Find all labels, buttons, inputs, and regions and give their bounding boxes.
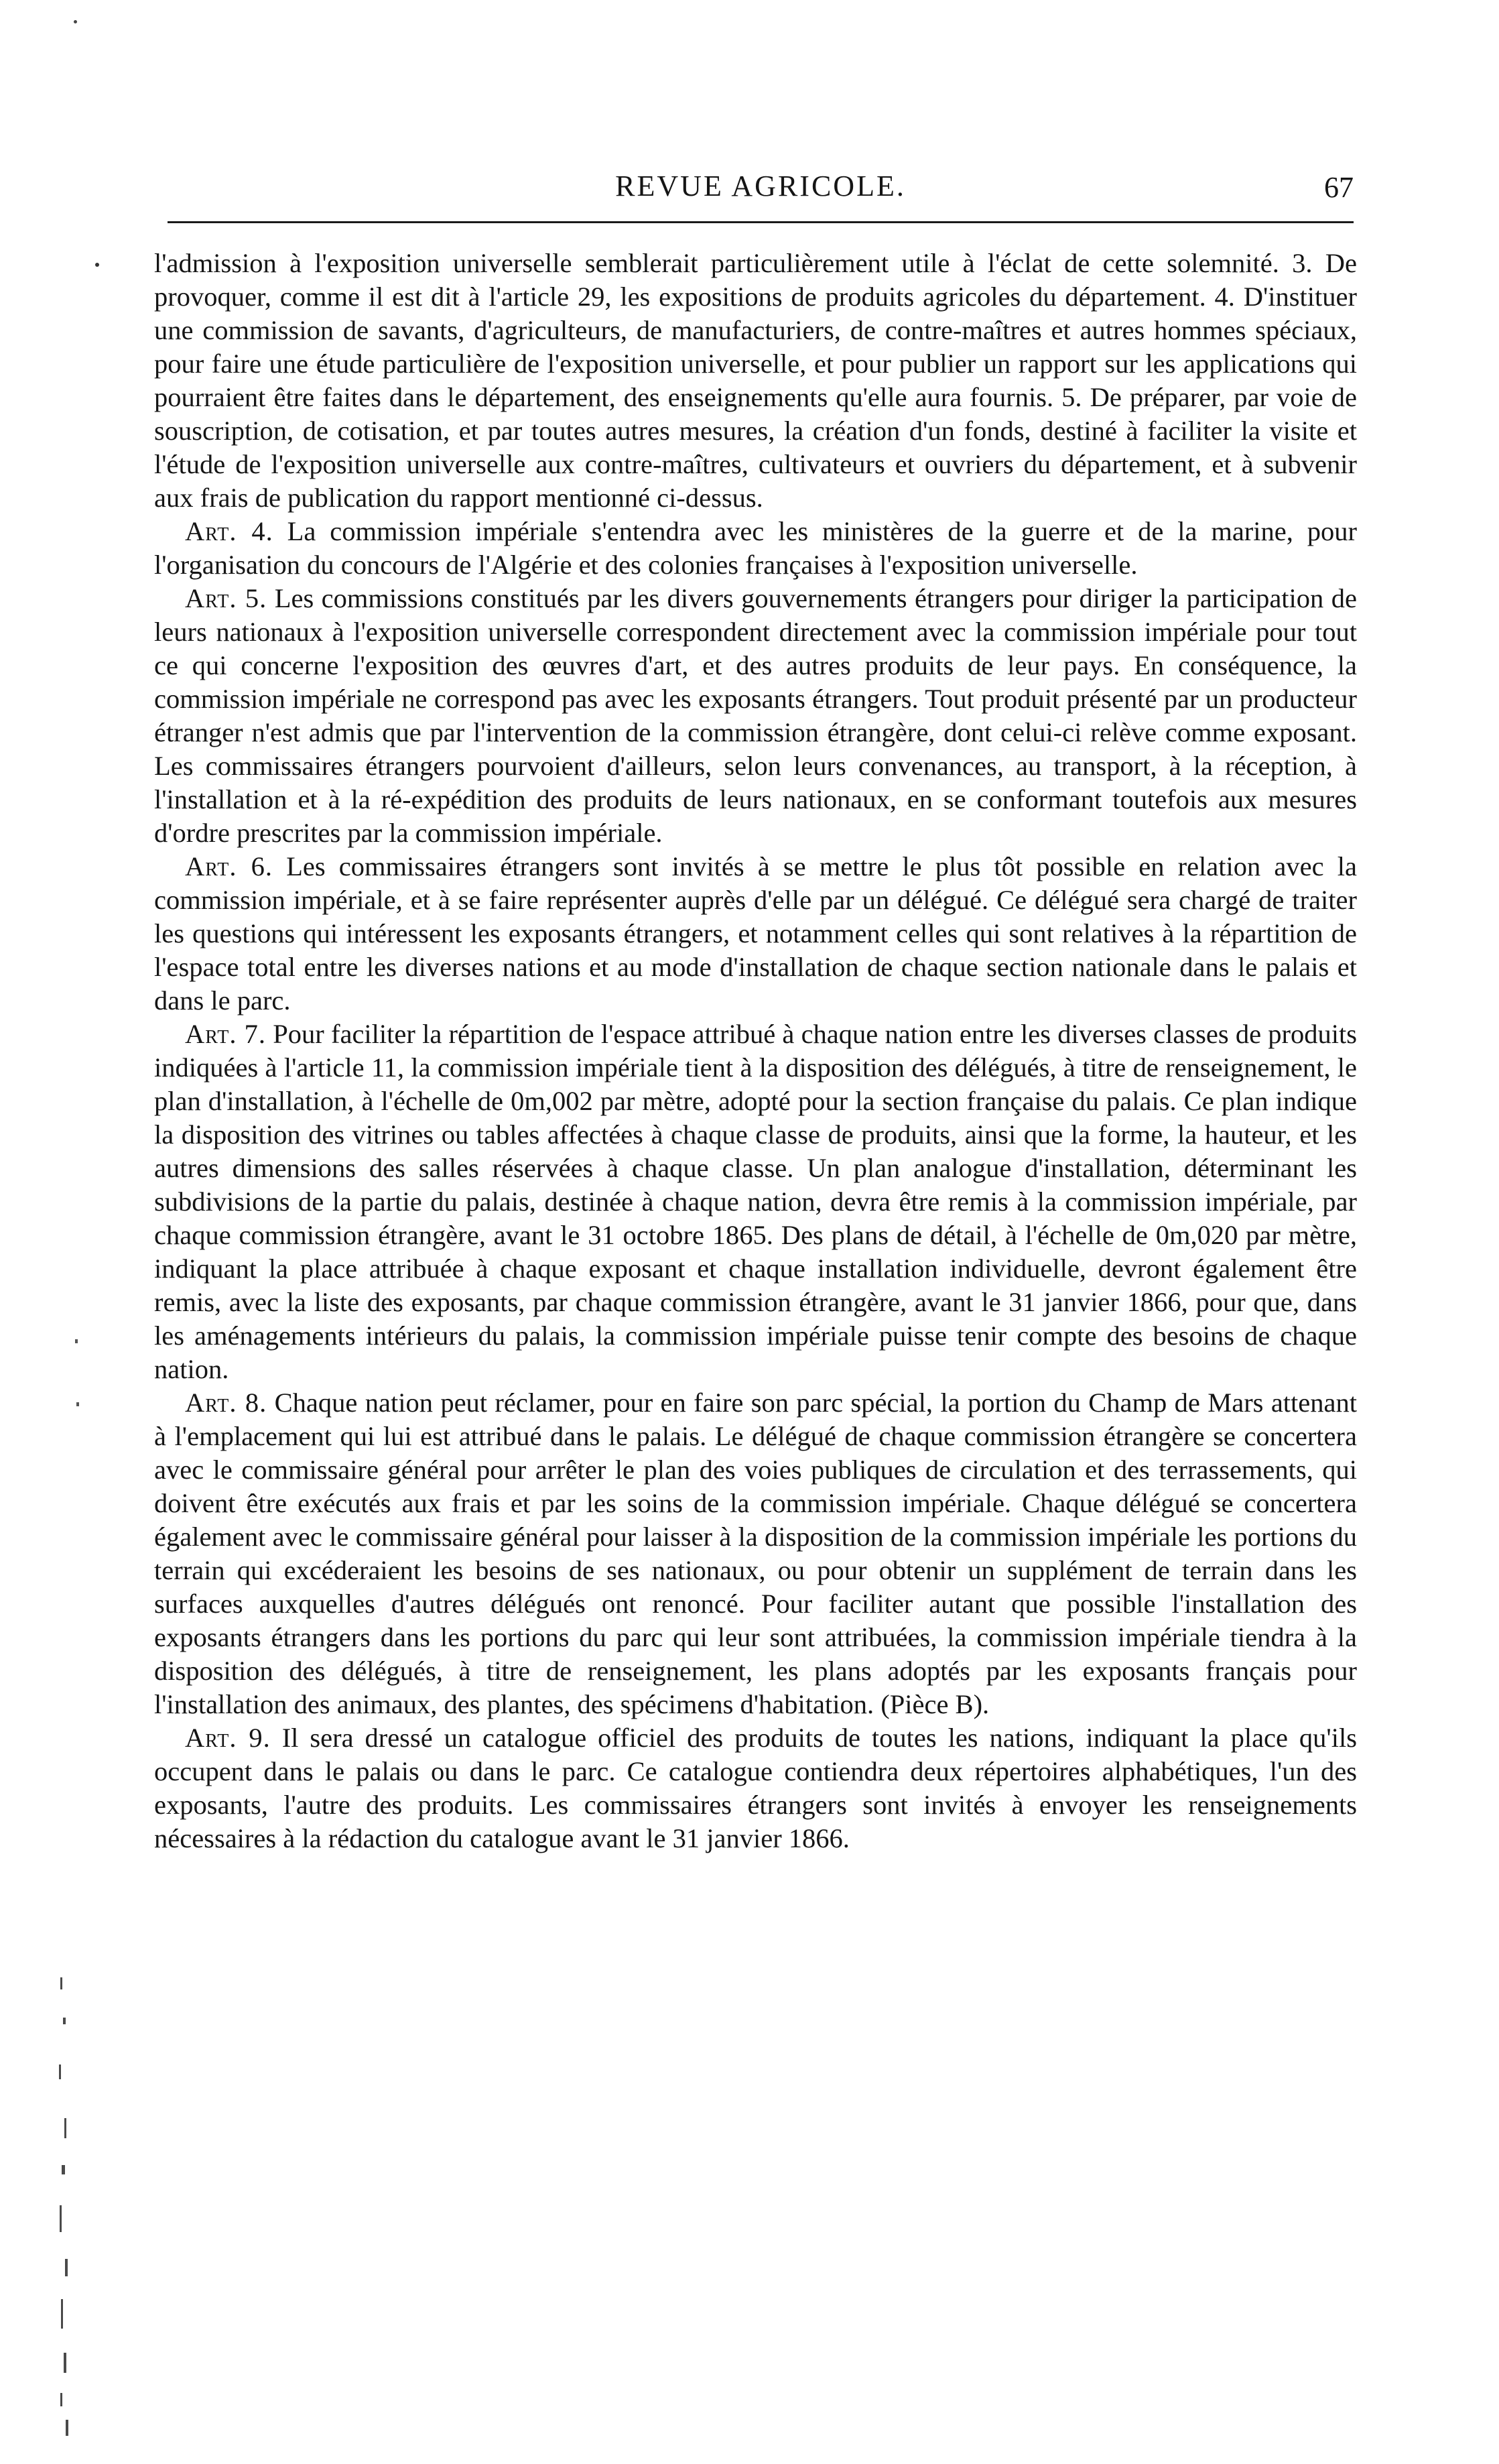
- page-number: 67: [1324, 171, 1354, 204]
- running-title: REVUE AGRICOLE.: [615, 170, 906, 202]
- article-text: Il sera dressé un catalogue officiel des produits de toutes les nations, indiquant la place qu'ils occupent dans le palais ou dans le parc. Ce catalogue contiendra deux répertoires alphabétiques, l'un des exposants, l'autre des produits. Les commissaires étrangers sont invités à envoyer les renseignements nécessaires à la rédaction du catalogue avant le 31 janvier 1866.: [154, 1723, 1357, 1853]
- article-label: Art. 6.: [185, 851, 273, 881]
- paragraph-text: l'admission à l'exposition universelle semblerait particulièrement utile à l'éclat de cette solemnité. 3. De provoquer, comme il est dit à l'article 29, les expositions de produits agricoles du département. 4. D'instituer une commission de savants, d'agriculteurs, de manufacturiers, de contre-maîtres et autres hommes spéciaux, pour faire une étude particulière de l'exposition universelle, et pour publier un rapport sur les applications qui pourraient être faites dans le département, des enseignements qu'elle aura fournis. 5. De préparer, par voie de souscription, de cotisation, et par toutes autres mesures, la création d'un fonds, destiné à faciliter la visite et l'étude de l'exposition universelle aux contre-maîtres, cultivateurs et ouvriers du département, et à subvenir aux frais de publication du rapport mentionné ci-dessus.: [154, 248, 1357, 513]
- article-label: Art. 8.: [185, 1388, 267, 1418]
- article-5: [154, 582, 1357, 850]
- article-text: Les commissions constitués par les divers gouvernements étrangers pour diriger la participation de leurs nationaux à l'exposition universelle correspondent directement avec la commission impériale pour tout ce qui concerne l'exposition des œuvres d'art, et des autres produits de leur pays. En conséquence, la commission impériale ne correspond pas avec les exposants étrangers. Tout produit présenté par un producteur étranger n'est admis que par l'intervention de la commission étrangère, dont celui-ci relève comme exposant. Les commissaires étrangers pourvoient d'ailleurs, selon leurs convenances, au transport, à la réception, à l'installation et à la ré-expédition des produits de leurs nationaux, en se conformant toutefois aux mesures d'ordre prescrites par la commission impériale.: [154, 583, 1357, 848]
- article-text: Pour faciliter la répartition de l'espace attribué à chaque nation entre les diverses classes de produits indiquées à l'article 11, la commission impériale tient à la disposition des délégués, à titre de renseignement, le plan d'installation, à l'échelle de 0m,002 par mètre, adopté pour la section française du palais. Ce plan indique la disposition des vitrines ou tables affectées à chaque classe de produits, ainsi que la forme, la hauteur, et les autres dimensions des salles réservées à chaque classe. Un plan analogue d'installation, déterminant les subdivisions de la partie du palais, destinée à chaque nation, devra être remis à la commission impériale, par chaque commission étrangère, avant le 31 octobre 1865. Des plans de détail, à l'échelle de 0m,020 par mètre, indiquant la place attribuée à chaque exposant et chaque installation individuelle, devront également être remis, avec la liste des exposants, par chaque commission étrangère, avant le 31 janvier 1866, pour que, dans les aménagements intérieurs du palais, la commission impériale puisse tenir compte des besoins de chaque nation.: [154, 1019, 1357, 1384]
- body-text: [154, 247, 1357, 1855]
- article-7: [154, 1018, 1357, 1386]
- margin-dot: [95, 263, 99, 267]
- article-label: Art. 7.: [185, 1019, 267, 1049]
- article-label: Art. 4.: [185, 516, 273, 546]
- article-8: [154, 1386, 1357, 1721]
- article-text: Les commissaires étrangers sont invités à se mettre le plus tôt possible en relation avec la commission impériale, et à se faire représenter auprès d'elle par un délégué. Ce délégué sera chargé de traiter les questions qui intéressent les exposants étrangers, et notamment celles qui sont relatives à la répartition de l'espace total entre les diverses nations et au mode d'installation de chaque section nationale dans le palais et dans le parc.: [154, 851, 1357, 1015]
- article-6: [154, 850, 1357, 1018]
- paragraph-continuation: [154, 247, 1357, 515]
- article-label: Art. 9.: [185, 1723, 271, 1753]
- binding-marks: [47, 1977, 87, 2447]
- scan-speck: [74, 20, 77, 23]
- margin-mark: [76, 1402, 79, 1406]
- page-header: [168, 166, 1354, 206]
- article-text: Chaque nation peut réclamer, pour en faire son parc spécial, la portion du Champ de Mars attenant à l'emplacement qui lui est attribué dans le palais. Le délégué de chaque commission étrangère se concertera avec le commissaire général pour arrêter le plan des voies publiques de circulation et des terrassements, qui doivent être exécutés aux frais et par les soins de la commission impériale. Chaque délégué se concertera également avec le commissaire général pour laisser à la disposition de la commission impériale les portions du terrain qui excéderaient les besoins de ses nationaux, ou pour obtenir un supplément de terrain dans les surfaces auxquelles d'autres délégués ont renoncé. Pour faciliter autant que possible l'installation des exposants étrangers dans les portions du parc qui leur sont attribuées, la commission impériale tiendra à la disposition des délégués, à titre de renseignement, les plans adoptés par les exposants français pour l'installation des animaux, des plantes, des spécimens d'habitation. (Pièce B).: [154, 1388, 1358, 1719]
- article-text: La commission impériale s'entendra avec les ministères de la guerre et de la marine, pour l'organisation du concours de l'Algérie et des colonies françaises à l'exposition universelle.: [154, 516, 1358, 580]
- article-9: [154, 1721, 1357, 1855]
- article-4: [154, 515, 1357, 582]
- article-label: Art. 5.: [185, 583, 267, 613]
- margin-mark: [75, 1339, 78, 1343]
- header-rule: [168, 221, 1354, 223]
